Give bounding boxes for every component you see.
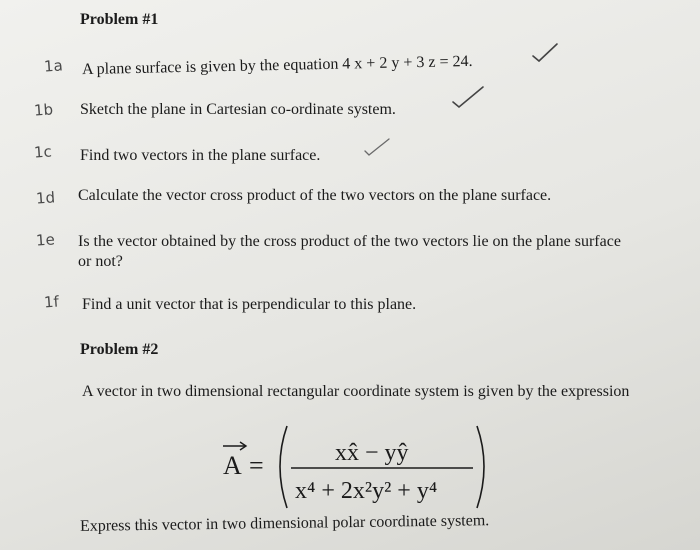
item-1d-text: Calculate the vector cross product of the two vectors on the plane surface. xyxy=(78,187,552,204)
checkmark-icon xyxy=(450,83,486,111)
vector-formula xyxy=(215,420,495,515)
problem2-intro: A vector in two dimensional rectangular coordinate system is given by the expression xyxy=(82,383,630,400)
item-1e-text: Is the vector obtained by the cross product of the two vectors lie on the plane surface or not? xyxy=(78,233,621,270)
problem1-title: Problem #1 xyxy=(80,11,159,28)
checkmark-icon xyxy=(362,136,392,158)
formula-denominator: x⁴ + 2x²y² + y⁴ xyxy=(295,478,438,504)
item-1c-text: Find two vectors in the plane surface. xyxy=(80,147,321,164)
item-1b-handwritten-label: 1b xyxy=(33,100,54,120)
item-1f-handwritten-label: 1f xyxy=(43,292,60,312)
problem2-task: Express this vector in two dimensional polar coordinate system. xyxy=(79,512,490,535)
item-1a-text: A plane surface is given by the equation 4 x + 2 y + 3 z = 24. xyxy=(81,52,473,79)
item-1f-text: Find a unit vector that is perpendicular to this plane. xyxy=(82,296,417,313)
item-1b-text: Sketch the plane in Cartesian co-ordinate system. xyxy=(80,101,396,118)
problem2-title: Problem #2 xyxy=(80,341,159,358)
item-1e-handwritten-label: 1e xyxy=(35,230,56,250)
formula-lhs: A xyxy=(223,451,242,480)
checkmark-icon xyxy=(530,40,560,65)
left-paren-icon xyxy=(280,426,287,508)
item-1c-handwritten-label: 1c xyxy=(33,142,53,162)
right-paren-icon xyxy=(477,426,484,508)
item-1d-handwritten-label: 1d xyxy=(35,188,56,208)
item-1a-handwritten-label: 1a xyxy=(43,56,64,76)
formula-equals: = xyxy=(249,451,264,480)
formula-numerator: xx̂ − yŷ xyxy=(335,440,409,466)
